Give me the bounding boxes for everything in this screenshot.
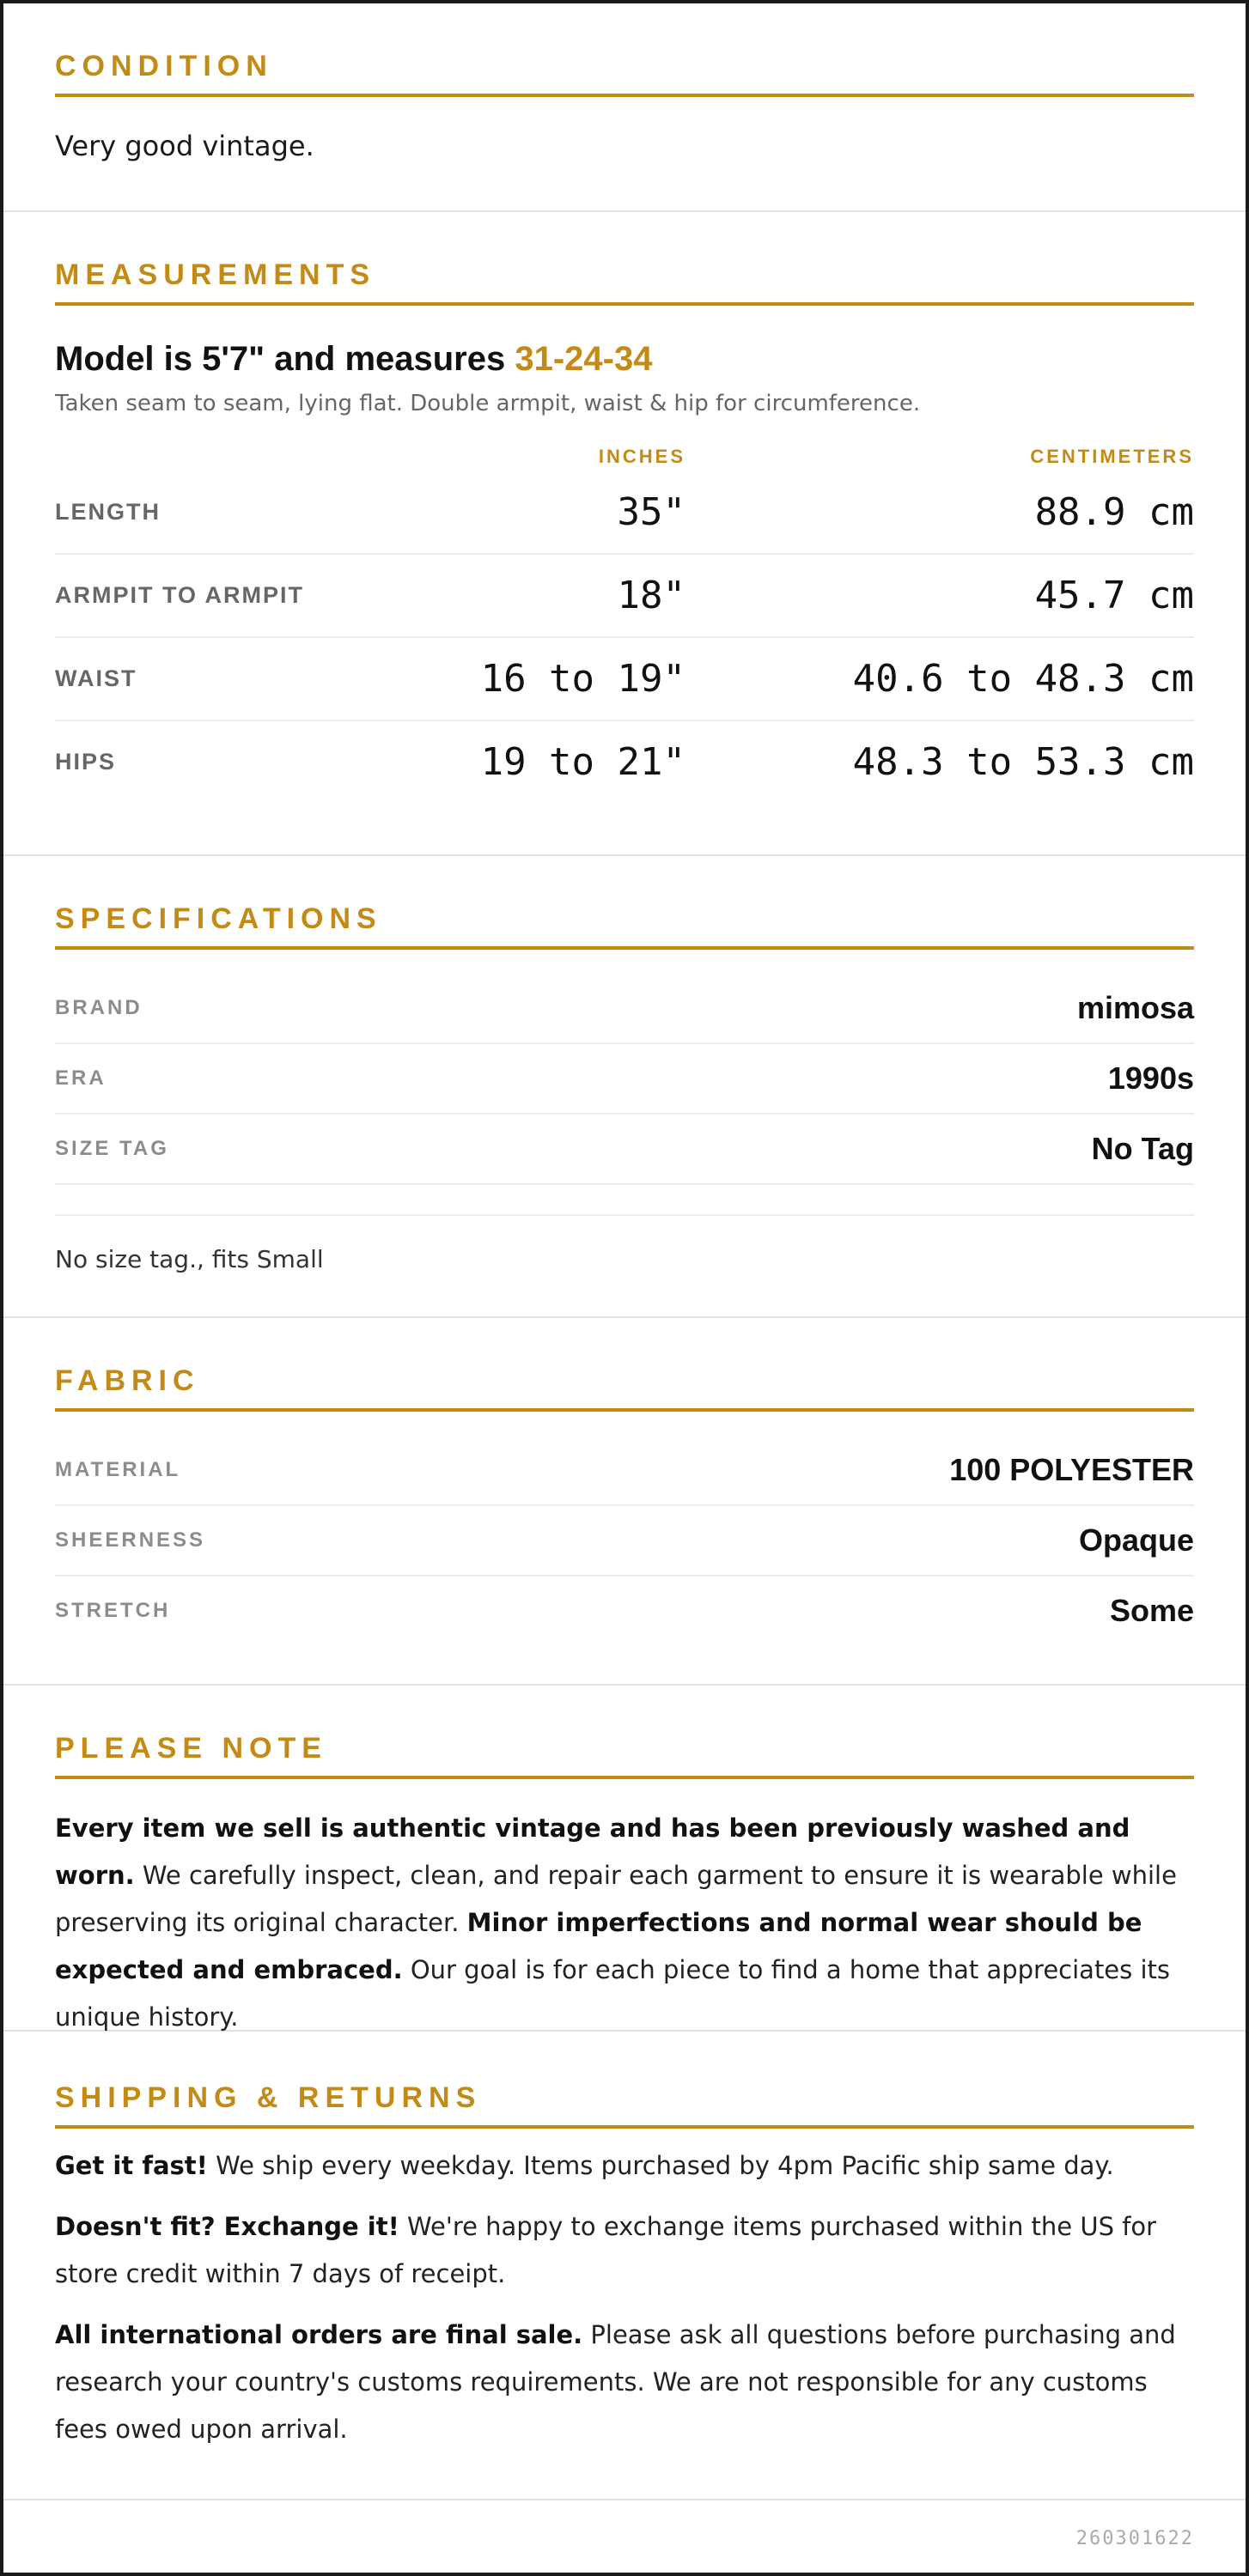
measurement-cm: 88.9 cm: [1034, 490, 1194, 534]
spec-row: [55, 1115, 1194, 1185]
measurement-label: WAIST: [55, 665, 137, 691]
measurement-row: [55, 638, 1194, 721]
specifications-section: [3, 856, 1246, 1318]
measurement-label: LENGTH: [55, 499, 161, 525]
shipping-heading: SHIPPING & RETURNS: [55, 2081, 1194, 2129]
model-measures-line: [55, 340, 1194, 379]
shipping-paragraph: [55, 2203, 1194, 2298]
fabric-row: [55, 1577, 1194, 1645]
note-emphasis: Minor imperfections and normal wear should be expected and embraced.: [55, 1908, 1142, 1984]
fabric-row: [55, 1436, 1194, 1506]
measurement-inches: 18": [617, 574, 685, 617]
fabric-label: SHEERNESS: [55, 1528, 206, 1552]
specifications-heading: SPECIFICATIONS: [55, 902, 1194, 950]
measurements-table: [55, 442, 1194, 803]
measurement-row: [55, 471, 1194, 555]
measurements-table-header: [55, 442, 1194, 471]
fabric-label: MATERIAL: [55, 1458, 181, 1481]
size-note: No size tag., fits Small: [55, 1214, 1194, 1273]
measurement-row: [55, 721, 1194, 803]
spec-row: [55, 974, 1194, 1044]
specifications-list: [55, 974, 1194, 1185]
measurement-label: ARMPIT TO ARMPIT: [55, 582, 304, 608]
spec-label: ERA: [55, 1066, 107, 1090]
shipping-text: Please ask all questions before purchasing and research your country's customs requirements. We are not responsible for any customs fees owed upon arrival.: [55, 2320, 1176, 2444]
spec-label: SIZE TAG: [55, 1137, 169, 1160]
fabric-value: 100 POLYESTER: [949, 1452, 1194, 1487]
measurements-subtitle: Taken seam to seam, lying flat. Double armpit, waist & hip for circumference.: [55, 391, 921, 416]
condition-text: Very good vintage.: [55, 130, 314, 162]
please-note-paragraph: [55, 1805, 1194, 2041]
condition-section: [3, 3, 1246, 212]
shipping-emphasis: Get it fast!: [55, 2151, 208, 2180]
spec-label: BRAND: [55, 996, 143, 1019]
note-emphasis: Every item we sell is authentic vintage and has been previously washed and worn.: [55, 1814, 1130, 1890]
measurement-inches: 16 to 19": [480, 657, 685, 701]
fabric-heading: FABRIC: [55, 1364, 1194, 1412]
column-header-inches: INCHES: [598, 446, 685, 467]
model-prefix: Model is 5'7" and measures: [55, 340, 515, 378]
spec-value: 1990s: [1107, 1060, 1194, 1096]
shipping-text: We ship every weekday. Items purchased by 4pm Pacific ship same day.: [207, 2151, 1114, 2180]
fabric-label: STRETCH: [55, 1599, 171, 1622]
shipping-paragraph: [55, 2142, 1194, 2190]
column-header-centimeters: CENTIMETERS: [1030, 446, 1194, 467]
please-note-section: [3, 1686, 1246, 2032]
note-text: Our goal is for each piece to find a home that appreciates its unique history.: [55, 1955, 1171, 2032]
fabric-list: [55, 1436, 1194, 1645]
shipping-returns-section: [3, 2032, 1246, 2500]
fabric-value: Some: [1109, 1593, 1194, 1628]
spec-value: mimosa: [1076, 990, 1194, 1025]
sku-number: 260301622: [1075, 2527, 1194, 2549]
shipping-emphasis: All international orders are final sale.: [55, 2320, 583, 2349]
spec-value: No Tag: [1091, 1131, 1194, 1166]
measurements-heading: MEASUREMENTS: [55, 258, 1194, 306]
shipping-text: We're happy to exchange items purchased within the US for store credit within 7 days of receipt.: [55, 2212, 1157, 2288]
shipping-paragraph: [55, 2312, 1194, 2453]
measurement-cm: 48.3 to 53.3 cm: [852, 740, 1194, 784]
measurement-inches: 19 to 21": [480, 740, 685, 784]
fabric-value: Opaque: [1078, 1522, 1194, 1558]
measurement-cm: 40.6 to 48.3 cm: [852, 657, 1194, 701]
please-note-heading: PLEASE NOTE: [55, 1732, 1194, 1779]
measurement-row: [55, 555, 1194, 638]
note-text: We carefully inspect, clean, and repair each garment to ensure it is wearable while preserving its original character.: [55, 1861, 1177, 1937]
footer: [3, 2500, 1246, 2576]
spec-row: [55, 1044, 1194, 1115]
fabric-row: [55, 1506, 1194, 1577]
fabric-section: [3, 1318, 1246, 1686]
measurement-cm: 45.7 cm: [1034, 574, 1194, 617]
measurement-label: HIPS: [55, 749, 117, 775]
shipping-emphasis: Doesn't fit? Exchange it!: [55, 2212, 399, 2241]
measurements-section: [3, 212, 1246, 856]
model-measures-value: 31-24-34: [515, 340, 653, 378]
measurement-inches: 35": [617, 490, 685, 534]
condition-heading: CONDITION: [55, 50, 1194, 97]
